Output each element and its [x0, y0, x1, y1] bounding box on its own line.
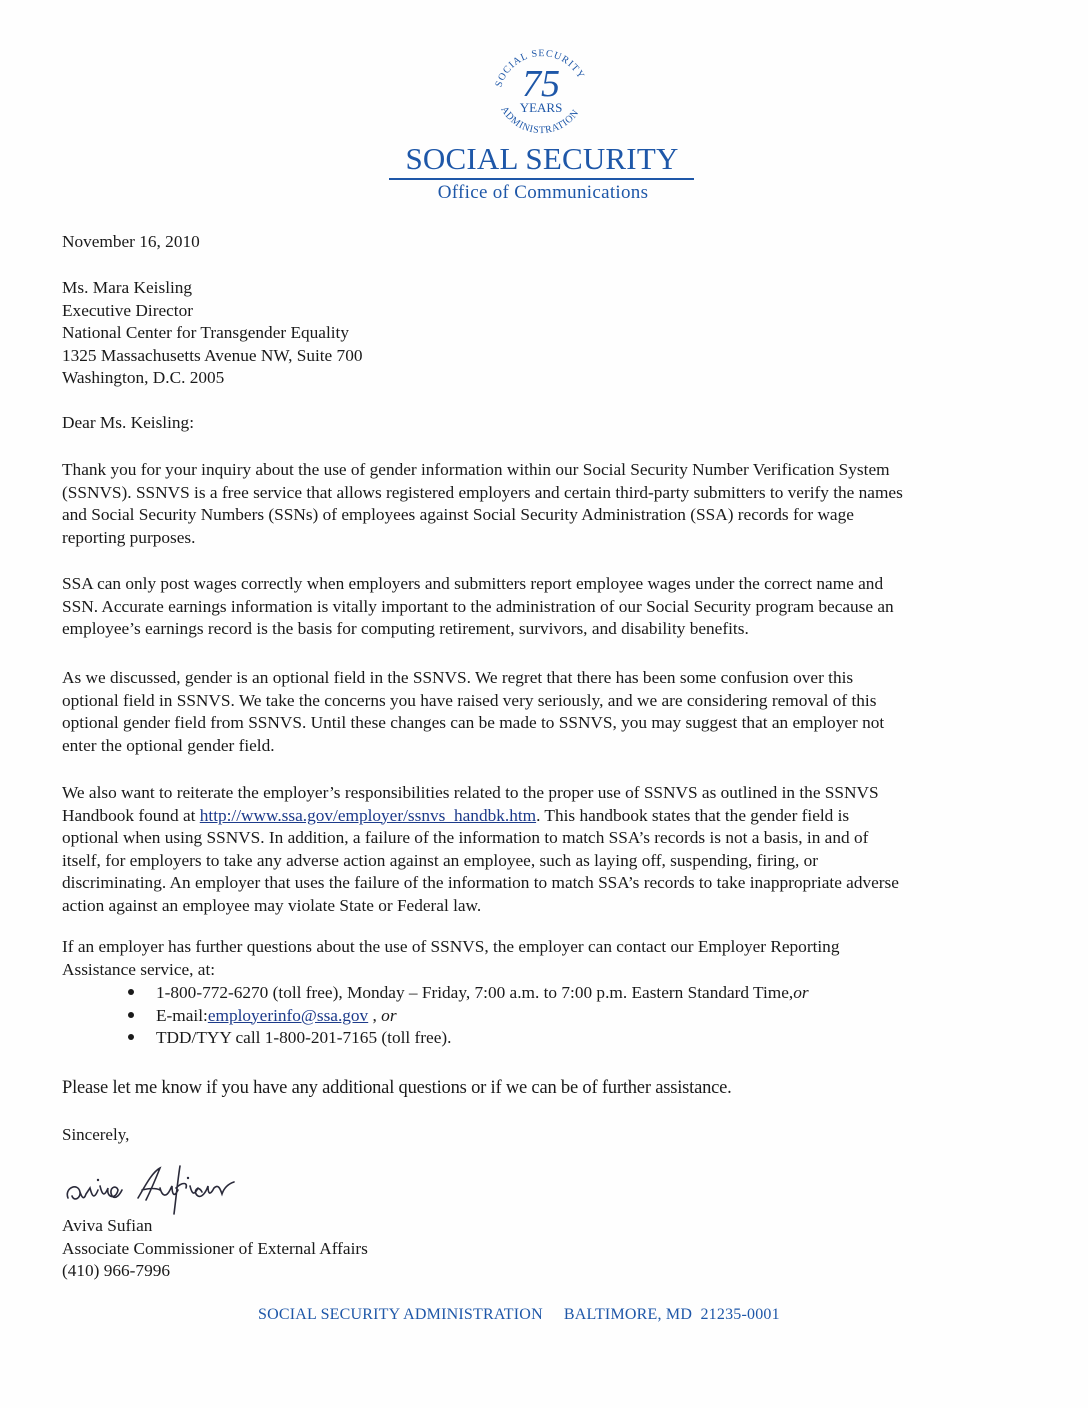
ssa-75-years-seal-icon — [486, 36, 596, 136]
signer-name: Aviva Sufian — [62, 1216, 153, 1235]
paragraph-line: SSA can only post wages correctly when employers and submitters report employee wages under the correct name and — [62, 574, 884, 593]
contact-email-item — [128, 1005, 809, 1028]
paragraph-line: optional when using SSNVS. In addition, a failure of the information to match SSA’s records is not a basis, in and of — [62, 828, 869, 847]
letter-date: November 16, 2010 — [62, 232, 200, 251]
seal-label: YEARS — [519, 100, 563, 115]
paragraph-line — [62, 805, 899, 828]
paragraph-line: (SSNVS). SSNVS is a free service that allows registered employers and certain third-party submitters to verify the names — [62, 482, 903, 502]
paragraph-line: optional field in SSNVS. We take the concerns you have raised very seriously, and we are considering removal of this — [62, 690, 877, 710]
paragraph-line: Thank you for your inquiry about the use of gender information within our Social Security Number Verification System — [62, 460, 890, 479]
salutation: Dear Ms. Keisling: — [62, 413, 194, 432]
paragraph-line: SSN. Accurate earnings information is vitally important to the administration of our Social Security program because an — [62, 596, 894, 616]
paragraph-line: employee’s earnings record is the basis for computing retirement, survivors, and disability benefits. — [62, 619, 749, 638]
recipient-city: Washington, D.C. 2005 — [62, 368, 225, 387]
employer-email-link[interactable]: employerinfo@ssa.gov — [207, 1005, 369, 1025]
seal-top-arc: SOCIAL SECURITY — [493, 48, 587, 89]
paragraph-line: reporting purposes. — [62, 527, 196, 547]
paragraph-3 — [62, 667, 884, 757]
contact-or: or — [793, 983, 809, 1002]
letter-footer — [258, 1306, 780, 1324]
paragraph-5 — [62, 936, 839, 981]
org-name: SOCIAL SECURITY — [405, 141, 679, 176]
contact-email-sep: , — [368, 1005, 382, 1025]
paragraph-2 — [62, 573, 894, 641]
footer-agency: SOCIAL SECURITY ADMINISTRATION — [258, 1306, 543, 1323]
paragraph-text: . This handbook states that the gender field is — [536, 805, 850, 825]
seal-number: 75 — [522, 63, 560, 105]
paragraph-line: action against an employee may violate State or Federal law. — [62, 895, 482, 915]
letterhead-divider — [389, 178, 694, 180]
office-name: Office of Communications — [437, 182, 649, 203]
bullet-icon — [128, 1012, 134, 1018]
closing-sentence: Please let me know if you have any additional questions or if we can be of further assistance. — [62, 1078, 732, 1098]
paragraph-line: optional gender field from SSNVS. Until these changes can be made to SSNVS, you may suggest that an employer not — [62, 713, 885, 732]
paragraph-line: We also want to reiterate the employer’s responsibilities related to the proper use of SSNVS as outlined in the SSNVS — [62, 783, 879, 802]
paragraph-line: If an employer has further questions about the use of SSNVS, the employer can contact our Employer Reporting — [62, 937, 840, 956]
paragraph-line: discriminating. An employer that uses the failure of the information to match SSA’s records to take inappropriate adverse — [62, 873, 899, 892]
contact-phone-text: 1-800-772-6270 (toll free), Monday – Friday, 7:00 a.m. to 7:00 p.m. Eastern Standard Time, — [156, 983, 794, 1002]
seal-bottom-arc: ADMINISTRATION — [498, 104, 582, 136]
bullet-icon — [128, 1034, 134, 1040]
recipient-name: Ms. Mara Keisling — [62, 278, 193, 297]
contact-tdd-text: TDD/TYY call 1-800-201-7165 (toll free). — [156, 1028, 452, 1047]
recipient-title: Executive Director — [62, 300, 193, 320]
paragraph-line: Assistance service, at: — [62, 959, 216, 979]
contact-tdd-item — [128, 1027, 809, 1050]
paragraph-line: enter the optional gender field. — [62, 735, 275, 755]
recipient-street: 1325 Massachusetts Avenue NW, Suite 700 — [62, 345, 363, 365]
footer-address: BALTIMORE, MD 21235-0001 — [563, 1306, 780, 1323]
contact-list — [128, 982, 809, 1050]
sign-off: Sincerely, — [62, 1125, 130, 1144]
ssnvs-handbook-link[interactable]: http://www.ssa.gov/employer/ssnvs_handbk.htm — [199, 805, 537, 825]
handwritten-signature — [60, 1158, 310, 1218]
paragraph-text: Handbook found at — [62, 805, 200, 825]
signer-phone: (410) 966-7996 — [62, 1261, 170, 1280]
contact-or: or — [381, 1005, 397, 1025]
recipient-address — [62, 277, 362, 390]
paragraph-line: As we discussed, gender is an optional field in the SSNVS. We regret that there has been some confusion over this — [62, 668, 854, 687]
bullet-icon — [128, 989, 134, 995]
paragraph-1 — [62, 459, 903, 549]
paragraph-line: and Social Security Numbers (SSNs) of employees against Social Security Administration (SSA) records for wage — [62, 505, 854, 524]
paragraph-line: itself, for employers to take any adverse action against an employee, such as laying off, suspending, firing, or — [62, 850, 819, 870]
paragraph-4 — [62, 782, 899, 917]
contact-phone-item — [128, 982, 809, 1005]
recipient-organization: National Center for Transgender Equality — [62, 323, 349, 342]
signer-block — [62, 1215, 368, 1283]
signer-title: Associate Commissioner of External Affairs — [62, 1238, 368, 1258]
contact-email-label: E-mail: — [156, 1005, 208, 1025]
